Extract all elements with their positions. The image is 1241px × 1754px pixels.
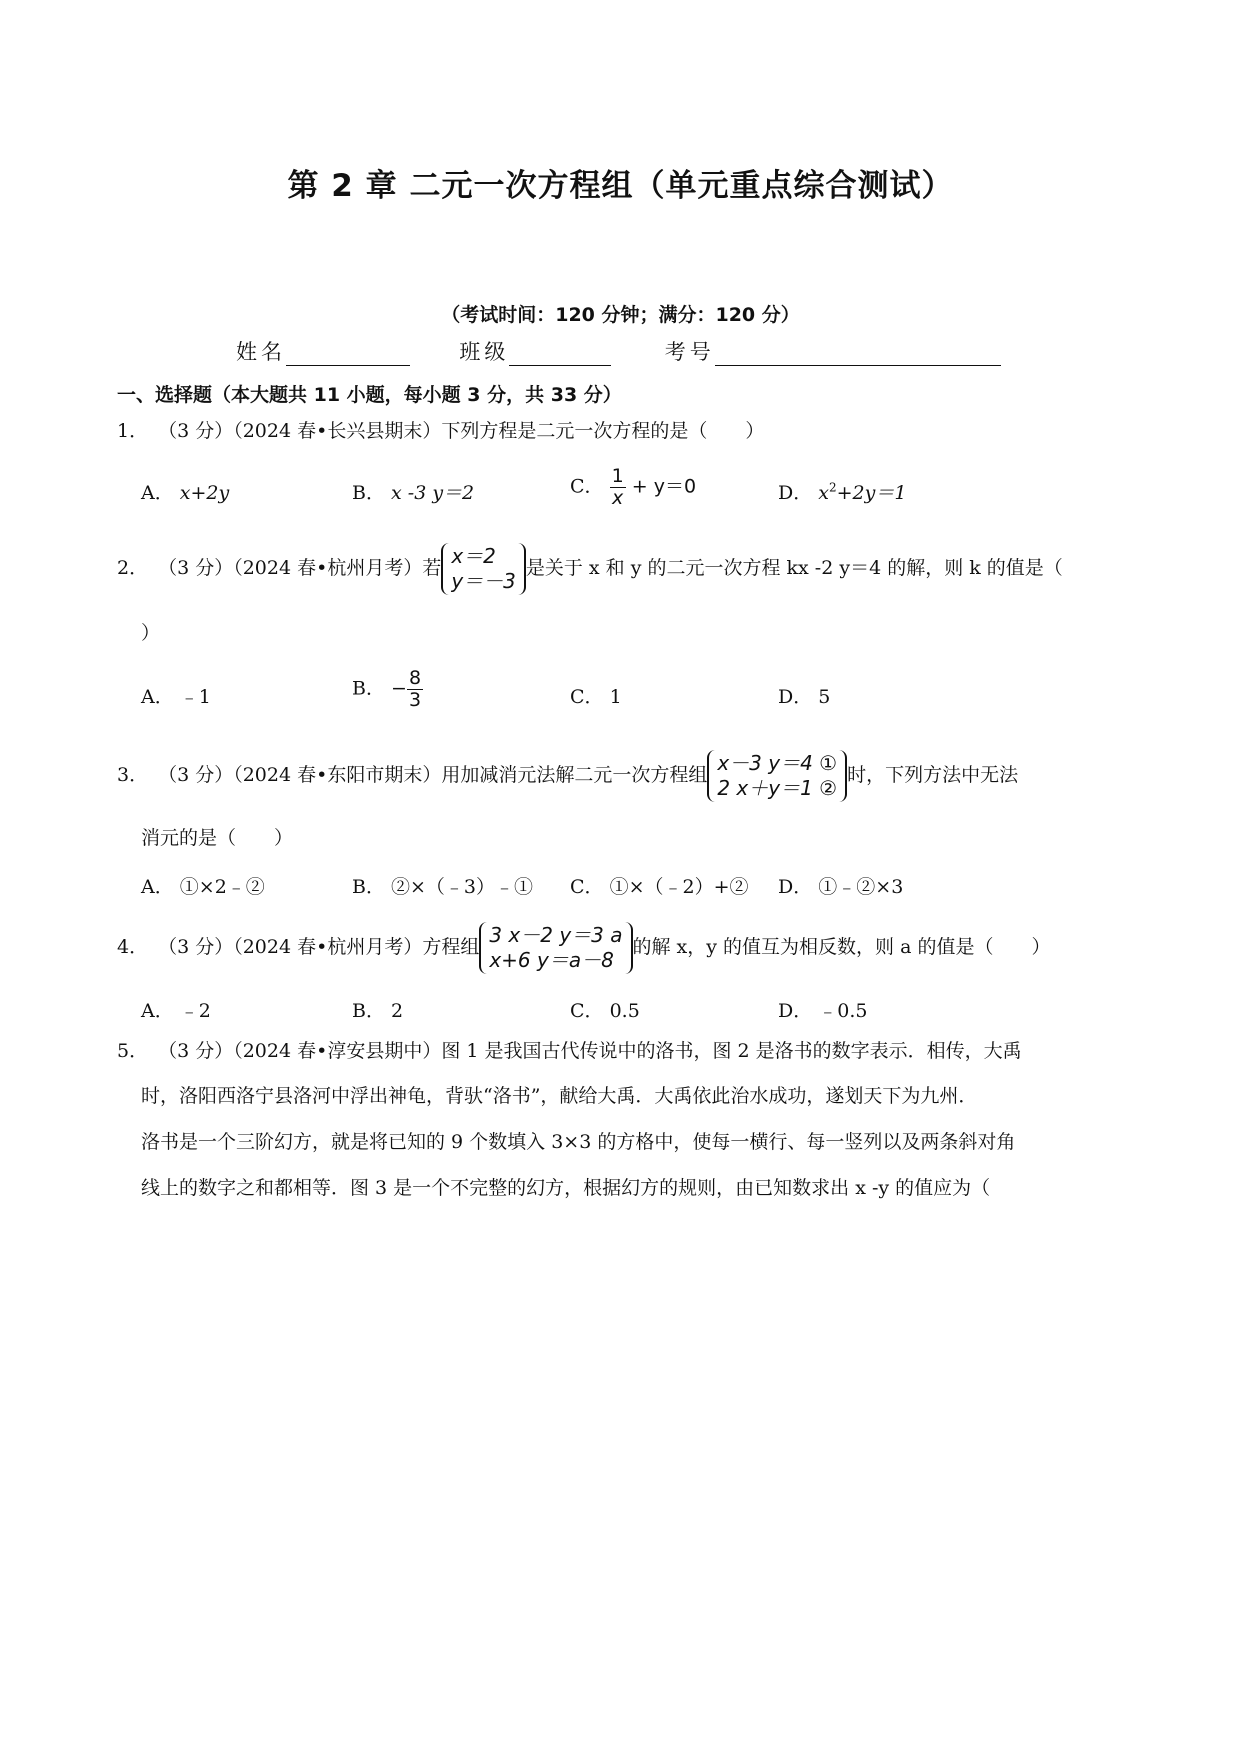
equation-system: 3 x－2 y＝3 a x+6 y＝a－8 [479,922,632,974]
class-label: 班级 [459,340,510,364]
name-field[interactable] [286,343,410,366]
option-b[interactable]: B． x ‑3 y＝2 [352,482,475,504]
question-3-cont: 消元的是（ ） [141,827,294,849]
exam-number-label: 考号 [664,340,715,364]
option-d[interactable]: D． ①﹣②×3 [778,876,904,898]
option-a[interactable]: A． ﹣2 [141,1000,211,1022]
exam-number-field[interactable] [715,343,1001,366]
equation-system: x＝2 y＝－3 [441,543,526,595]
question-number: 4． [117,936,149,958]
fraction: $\frac{8}{3}$ [408,667,422,711]
fraction: $\frac{1}{x}$ [611,465,624,509]
question-4: 4． （3 分）（2024 春•杭州月考）方程组 3 x－2 y＝3 a x+6 y＝a－8 的解 x，y 的值互为相反数，则 a 的值是（ ） [117,923,1051,972]
exam-info: （考试时间：120 分钟；满分：120 分） [441,304,800,326]
option-c[interactable]: C． $\frac{1}{x}$ + y＝0 [570,465,697,509]
equation-system: x－3 y＝4 ① 2 x＋y＝1 ② [707,750,847,802]
option-c[interactable]: C． ①×（﹣2）+② [570,876,749,898]
student-info-row [236,336,1001,366]
option-a[interactable]: A． ①×2﹣② [141,876,265,898]
option-b[interactable]: B． 2 [352,1000,404,1022]
name-label: 姓名 [236,340,286,364]
option-a[interactable]: A． x+2y [141,482,230,504]
question-5: 5． （3 分）（2024 春•淳安县期中）图 1 是我国古代传说中的洛书，图 2 是洛书的数字表示．相传，大禹 [117,1040,1022,1062]
question-number: 2． [117,557,149,579]
option-a[interactable]: A． ﹣1 [141,686,211,708]
question-number: 5． [117,1040,149,1062]
section-title: 一、选择题（本大题共 11 小题，每小题 3 分，共 33 分） [117,384,622,406]
page-title: 第 2 章 二元一次方程组（单元重点综合测试） [287,168,954,204]
option-d[interactable]: D． $x^2+2y=1$ [778,480,907,504]
question-number: 1． [117,420,149,442]
option-c[interactable]: C． 0.5 [570,1000,640,1022]
question-2-cont: ） [141,622,161,644]
question-3: 3． （3 分）（2024 春•东阳市期末）用加减消元法解二元一次方程组 x－3 y＝4 ① 2 x＋y＝1 ② 时，下列方法中无法 [117,751,1019,800]
option-d[interactable]: D． 5 [778,686,831,708]
question-number: 3． [117,764,149,786]
question-text: （3 分）（2024 春•长兴县期末）下列方程是二元一次方程的是（ ） [158,420,765,442]
option-c[interactable]: C． 1 [570,686,622,708]
question-5-line: 时，洛阳西洛宁县洛河中浮出神龟，背驮“洛书”，献给大禹．大禹依此治水成功，遂划天下为九州． [141,1085,978,1107]
question-2: 2． （3 分）（2024 春•杭州月考）若 x＝2 y＝－3 是关于 x 和 y 的二元一次方程 kx ‑2 y＝4 的解，则 k 的值是（ [117,544,1063,593]
option-d[interactable]: D． ﹣0.5 [778,1000,868,1022]
question-1 [117,420,764,443]
class-field[interactable] [509,343,611,366]
option-b[interactable]: B． ②×（﹣3）﹣① [352,876,534,898]
question-5-line: 洛书是一个三阶幻方，就是将已知的 9 个数填入 3×3 的方格中，使每一横行、每一竖列以及两条斜对角 [141,1131,1016,1153]
option-b[interactable]: B． − $\frac{8}{3}$ [352,667,422,711]
question-5-line: 线上的数字之和都相等．图 3 是一个不完整的幻方，根据幻方的规则，由已知数求出 x ‑y 的值应为（ [141,1177,991,1199]
